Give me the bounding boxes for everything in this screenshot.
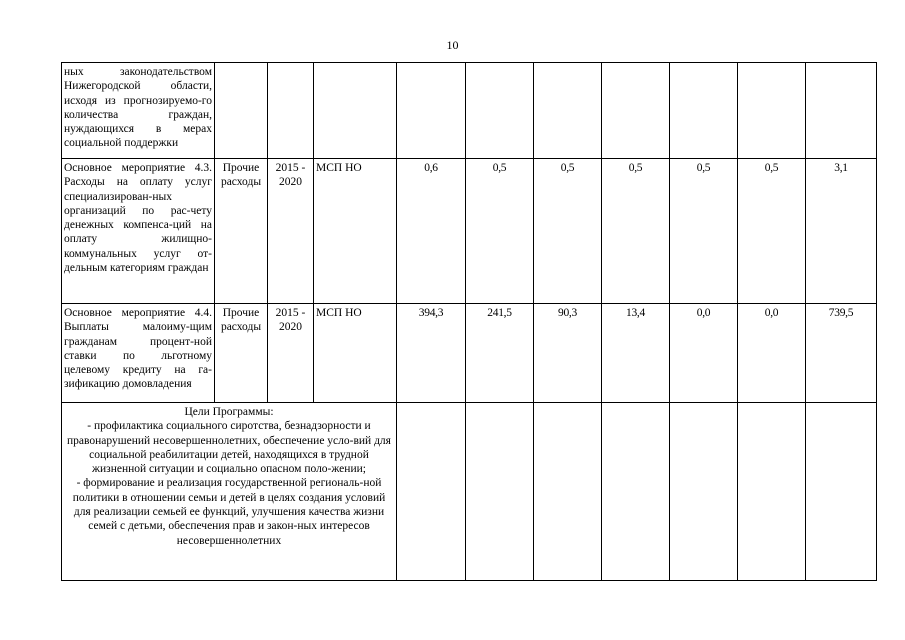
- period: [268, 63, 314, 159]
- activity-description: Основное мероприятие 4.3. Расходы на оплату услуг специализирован-ных организаций по рас-чету денежных компенса-ций на оплату жилищно-коммунальных услуг от-дельным категориям граждан: [62, 159, 215, 304]
- period: 2015 - 2020: [268, 159, 314, 304]
- funding-source: [215, 63, 268, 159]
- period: 2015 - 2020: [268, 304, 314, 403]
- goal-item: - формирование и реализация государственной региональ-ной политики в отношении семьи и детей в целях создания условий для реализации семьей ее функций, улучшения качества жизни семей с детьми, обеспечения прав и закон-ных интересов несовершеннолетних: [72, 477, 386, 547]
- executor: МСП НО: [314, 304, 397, 403]
- activity-description: ных законодательством Нижегородской области, исходя из прогнозируемо-го количества граждан, нуждающихся в мерах социальной поддержки: [62, 63, 215, 159]
- goals-title: Цели Программы:: [184, 406, 274, 418]
- activity-description: Основное мероприятие 4.4. Выплаты малоиму-щим гражданам процент-ной ставки по льготному целевому кредиту на га-зификацию домовладения: [62, 304, 215, 403]
- value-cell: 0,5: [602, 159, 670, 304]
- empty-cell: [602, 403, 670, 581]
- value-cell: 90,3: [534, 304, 602, 403]
- goal-item: - профилактика социального сиротства, безнадзорности и правонарушений несовершеннолетних, обеспечение усло-вий для социальной реабилитации детей, находящихся в трудной жизненной ситуации и социально опасном поло-жении;: [67, 420, 391, 476]
- value-cell: 0,5: [738, 159, 806, 304]
- value-cell: 0,0: [738, 304, 806, 403]
- value-cell: [806, 63, 877, 159]
- funding-source: Прочие расходы: [215, 159, 268, 304]
- value-cell: 0,6: [397, 159, 466, 304]
- value-cell: 13,4: [602, 304, 670, 403]
- value-cell: 394,3: [397, 304, 466, 403]
- executor: [314, 63, 397, 159]
- empty-cell: [670, 403, 738, 581]
- page-number: 10: [446, 38, 459, 52]
- empty-cell: [806, 403, 877, 581]
- empty-cell: [466, 403, 534, 581]
- value-cell: 0,5: [670, 159, 738, 304]
- value-cell: [466, 63, 534, 159]
- value-cell: 0,5: [466, 159, 534, 304]
- funding-source: Прочие расходы: [215, 304, 268, 403]
- value-cell: 3,1: [806, 159, 877, 304]
- value-cell: 739,5: [806, 304, 877, 403]
- value-cell: [670, 63, 738, 159]
- value-cell: 0,5: [534, 159, 602, 304]
- table-row: [62, 304, 877, 403]
- value-cell: [397, 63, 466, 159]
- table-row: [62, 159, 877, 304]
- value-cell: [738, 63, 806, 159]
- value-cell: [602, 63, 670, 159]
- value-cell: 0,0: [670, 304, 738, 403]
- goals-row: [62, 403, 877, 581]
- empty-cell: [397, 403, 466, 581]
- empty-cell: [738, 403, 806, 581]
- program-goals: [62, 403, 397, 581]
- value-cell: 241,5: [466, 304, 534, 403]
- value-cell: [534, 63, 602, 159]
- empty-cell: [534, 403, 602, 581]
- program-table: [61, 62, 877, 581]
- table-row: [62, 63, 877, 159]
- executor: МСП НО: [314, 159, 397, 304]
